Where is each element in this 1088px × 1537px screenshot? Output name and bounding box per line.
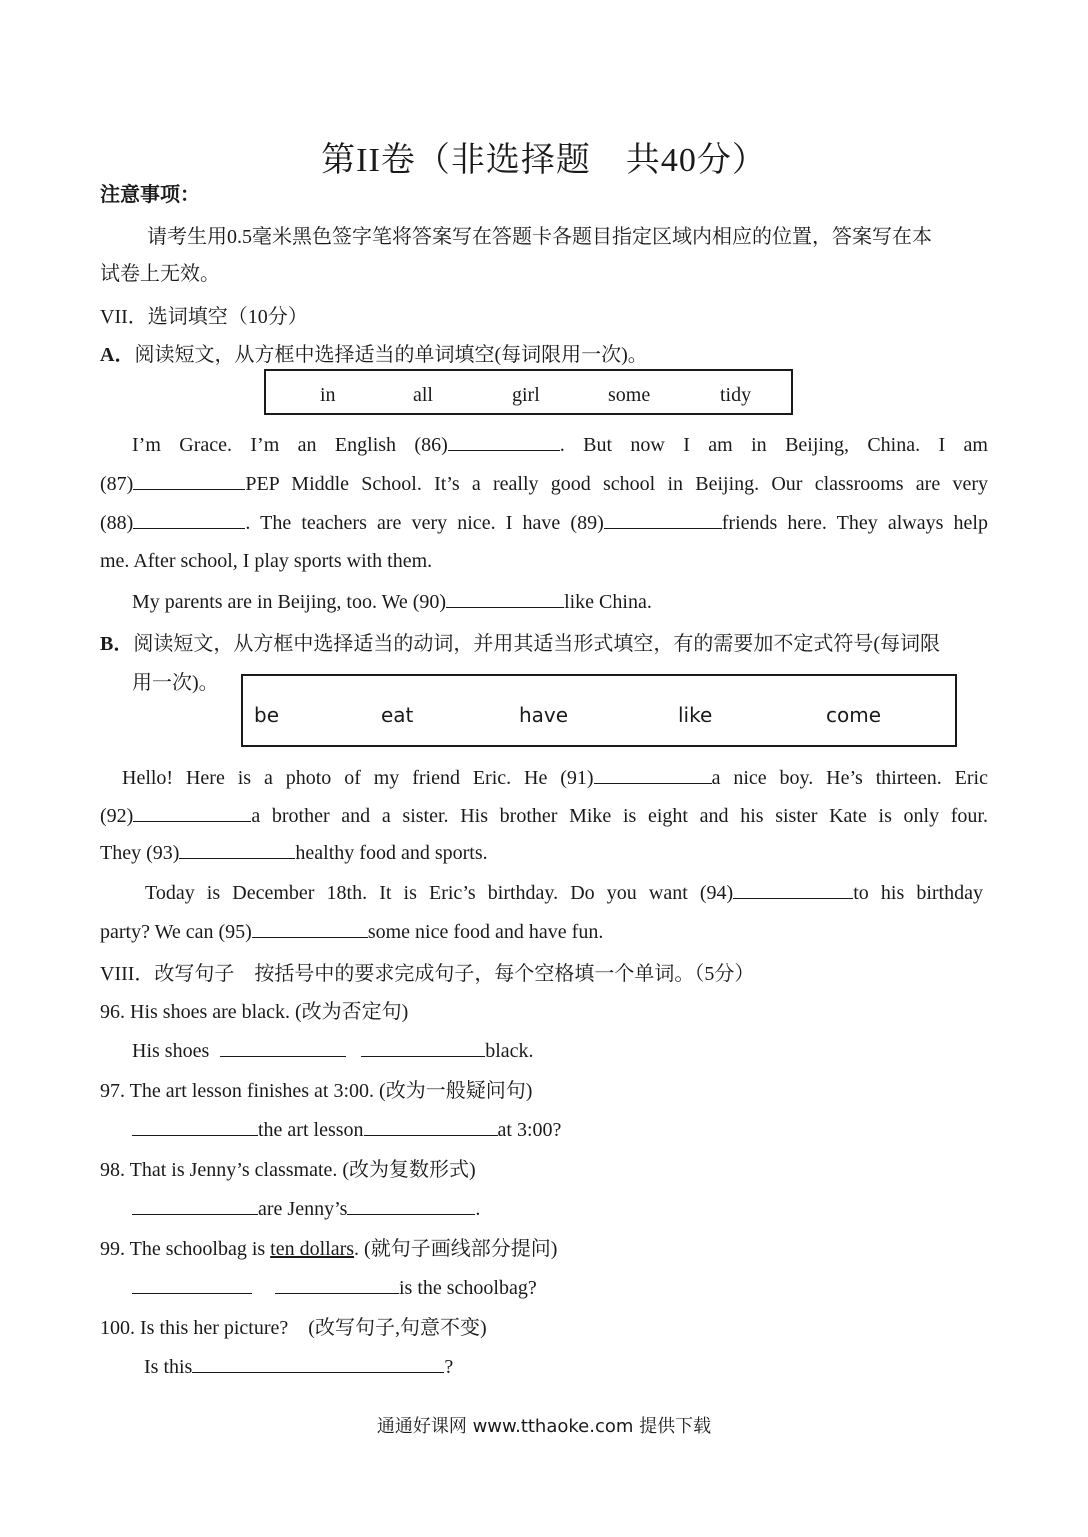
q98-answer [132, 1196, 480, 1221]
blank-100[interactable] [192, 1354, 444, 1373]
q97-answer [132, 1117, 561, 1142]
word-box-a-word: all [413, 384, 433, 406]
blank-93[interactable] [179, 840, 295, 859]
blank-86[interactable] [448, 432, 560, 451]
blank-88[interactable] [133, 510, 245, 529]
answer-text: at 3:00? [497, 1119, 562, 1141]
passage-text: (92) [100, 805, 134, 827]
word-box-b-word: eat [381, 703, 414, 727]
question-text: 99. The schoolbag is [100, 1238, 271, 1260]
word-box-a [264, 369, 793, 415]
passage-text: some nice food and have fun. [367, 921, 604, 943]
notice-line-1: 请考生用0.5毫米黑色签字笔将答案写在答题卡各题目指定区域内相应的位置，答案写在本 [147, 226, 932, 248]
answer-text: ? [444, 1356, 454, 1378]
word-box-b-word: be [254, 703, 279, 727]
partA-line-5 [132, 589, 652, 614]
question-text: . (就句子画线部分提问) [354, 1238, 558, 1260]
blank-97-1[interactable] [132, 1117, 258, 1136]
answer-text: are Jenny’s [258, 1198, 348, 1220]
passage-text: (88) [100, 512, 134, 534]
blank-91[interactable] [594, 765, 712, 784]
passage-text: (87) [100, 473, 134, 495]
passage-text: a nice boy. He’s thirteen. Eric [711, 767, 988, 789]
blank-96-2[interactable] [361, 1038, 485, 1057]
word-box-b-word: come [826, 703, 882, 727]
passage-text: PEP Middle School. It’s a really good school in Beijing. Our classrooms are very [245, 473, 988, 495]
blank-98-1[interactable] [132, 1196, 258, 1215]
blank-98-2[interactable] [347, 1196, 475, 1215]
blank-99-1[interactable] [132, 1275, 252, 1294]
word-box-a-word: girl [512, 384, 540, 406]
partA-line-1 [132, 432, 988, 457]
underlined-phrase: ten dollars [270, 1238, 355, 1260]
page-title: 第II卷（非选择题 共40分） [321, 142, 767, 179]
partA-line-3 [100, 510, 988, 535]
word-box-a-word: tidy [720, 384, 752, 406]
partB-line-5 [100, 919, 603, 944]
q99-answer [132, 1275, 537, 1300]
q97-question: 97. The art lesson finishes at 3:00. (改为一般疑问句) [100, 1080, 533, 1102]
blank-92[interactable] [133, 803, 251, 822]
q96-question: 96. His shoes are black. (改为否定句) [100, 1001, 409, 1023]
blank-90[interactable] [446, 589, 564, 608]
passage-text: healthy food and sports. [295, 842, 488, 864]
answer-text: . [475, 1198, 481, 1220]
partB-line-4 [145, 880, 983, 905]
answer-text: black. [485, 1040, 534, 1062]
passage-text: They (93) [100, 842, 180, 864]
blank-96-1[interactable] [220, 1038, 346, 1057]
passage-text: I’m Grace. I’m an English (86) [132, 434, 448, 456]
notice-line-2: 试卷上无效。 [100, 263, 220, 285]
word-box-b-word: like [678, 703, 713, 727]
word-box-b-word: have [519, 703, 569, 727]
partB-label: B． [100, 633, 134, 655]
passage-text: like China. [564, 591, 652, 613]
answer-text: the art lesson [258, 1119, 364, 1141]
passage-text: My parents are in Beijing, too. We (90) [132, 591, 447, 613]
blank-89[interactable] [604, 510, 722, 529]
partB-line-2 [100, 803, 988, 828]
partB-line-3 [100, 840, 488, 865]
partB-instruction-cont: 用一次)。 [132, 672, 219, 694]
partA-line-4: me. After school, I play sports with them. [100, 550, 433, 572]
answer-text: Is this [144, 1356, 193, 1378]
passage-text: friends here. They always help [721, 512, 988, 534]
answer-text: is the schoolbag? [399, 1277, 537, 1299]
partB-line-1 [122, 765, 988, 790]
notice-heading: 注意事项： [100, 184, 200, 206]
q98-question: 98. That is Jenny’s classmate. (改为复数形式) [100, 1159, 476, 1181]
passage-text: . The teachers are very nice. I have (89) [245, 512, 604, 534]
partB-instruction [100, 627, 940, 656]
footer: 通通好课网 www.tthaoke.com 提供下载 [376, 1416, 712, 1437]
blank-97-2[interactable] [364, 1117, 498, 1136]
partA-instruction-text: 阅读短文，从方框中选择适当的单词填空(每词限用一次)。 [134, 344, 648, 366]
passage-text: to his birthday [853, 882, 983, 904]
blank-94[interactable] [733, 880, 853, 899]
passage-text: Hello! Here is a photo of my friend Eric. He (91) [122, 767, 594, 789]
passage-text: a brother and a sister. His brother Mike is eight and his sister Kate is only four. [251, 805, 988, 827]
q96-answer [132, 1038, 534, 1063]
passage-text: . But now I am in Beijing, China. I am [559, 434, 988, 456]
partA-instruction [100, 338, 648, 367]
blank-99-2[interactable] [275, 1275, 399, 1294]
partB-instruction-text: 阅读短文，从方框中选择适当的动词，并用其适当形式填空，有的需要加不定式符号(每词限 [133, 633, 941, 655]
q99-question [100, 1232, 557, 1261]
q100-answer [144, 1354, 453, 1379]
blank-95[interactable] [252, 919, 368, 938]
answer-text: His shoes [132, 1040, 210, 1062]
section7-heading: VII．选词填空（10分） [100, 306, 308, 328]
partA-label: A． [100, 344, 135, 366]
word-box-b [241, 674, 957, 747]
passage-text: party? We can (95) [100, 921, 252, 943]
section8-heading: VIII．改写句子 按括号中的要求完成句子，每个空格填一个单词。（5分） [100, 963, 755, 985]
blank-87[interactable] [133, 471, 245, 490]
passage-text: Today is December 18th. It is Eric’s birthday. Do you want (94) [145, 882, 734, 904]
partA-line-2 [100, 471, 988, 496]
q100-question: 100. Is this her picture? (改写句子,句意不变) [100, 1317, 487, 1339]
word-box-a-word: some [608, 384, 651, 406]
word-box-a-word: in [320, 384, 336, 406]
